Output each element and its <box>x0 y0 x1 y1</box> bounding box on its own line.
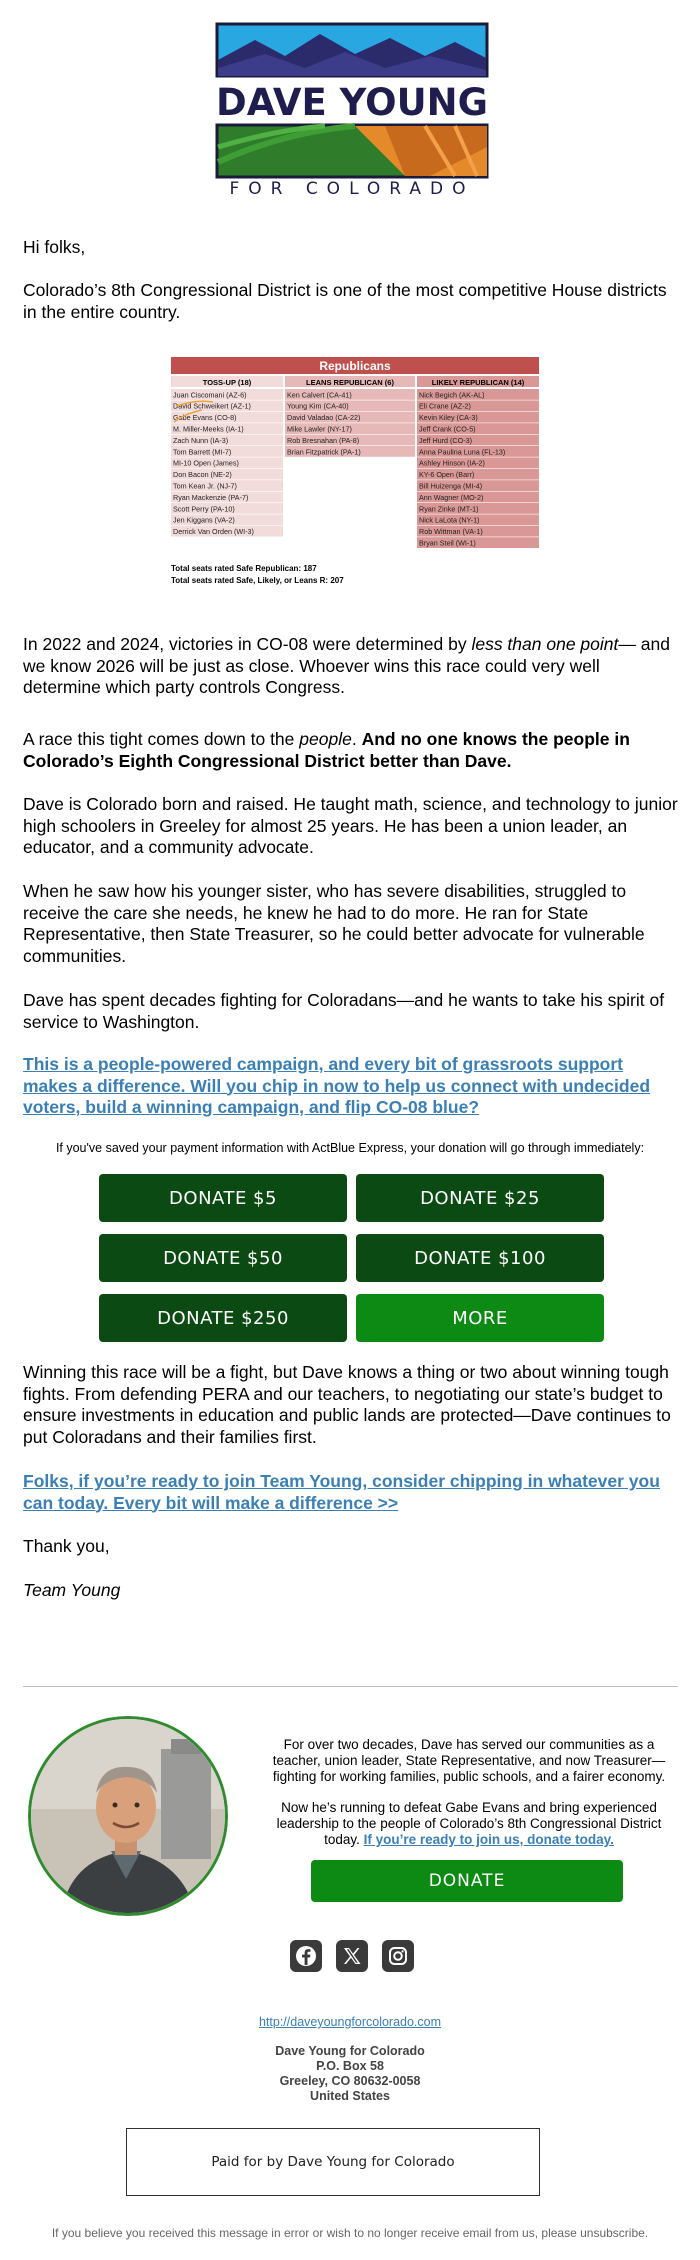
table-cell: Brian Fitzpatrick (PA-1) <box>287 447 361 457</box>
instagram-icon[interactable] <box>382 1940 414 1972</box>
table-cell: Anna Paulina Luna (FL-13) <box>419 447 506 457</box>
actblue-note: If you've saved your payment information with ActBlue Express, your donation will go through immediately: <box>55 1141 645 1155</box>
total-safe: Total seats rated Safe Republican: 187 <box>171 564 317 573</box>
paragraph-service: Dave has spent decades fighting for Coloradans—and he wants to take his spirit of service to Washington. <box>23 990 665 1032</box>
table-cell: Eli Crane (AZ-2) <box>419 401 471 411</box>
address-name: Dave Young for Colorado <box>275 2044 425 2058</box>
donate-5-button[interactable]: DONATE $5 <box>99 1174 347 1222</box>
tossup-column <box>171 389 283 537</box>
unsubscribe-text: If you believe you received this message in error or wish to no longer receive email from us, please unsubscribe. <box>51 2226 649 2240</box>
logo-subtitle: FOR COLORADO <box>229 179 475 194</box>
table-cell: Ryan Zinke (MT-1) <box>419 504 479 514</box>
total-likely: Total seats rated Safe, Likely, or Leans R: 207 <box>171 576 344 585</box>
table-cell: Don Bacon (NE-2) <box>173 470 232 480</box>
table-cell: Jeff Crank (CO-5) <box>419 424 476 434</box>
table-cell: Tom Kean Jr. (NJ-7) <box>173 481 237 491</box>
paragraph-bio: Dave is Colorado born and raised. He taught math, science, and technology to junior high schoolers in Greeley for almost 25 years. He has been a union leader, an educator, and a community advocate. <box>23 794 678 857</box>
table-cell: Kevin Kiley (CA-3) <box>419 413 478 423</box>
table-cell: Jeff Hurd (CO-3) <box>419 435 472 445</box>
table-cell: David Valadao (CA-22) <box>287 413 361 423</box>
donate-more-button[interactable]: MORE <box>356 1294 604 1342</box>
table-cell: Nick Begich (AK-AL) <box>419 390 485 400</box>
table-cell: Bill Huizenga (MI-4) <box>419 481 483 491</box>
x-twitter-icon[interactable] <box>336 1940 368 1972</box>
table-cell: Nick LaLota (NY-1) <box>419 515 480 525</box>
table-cell: Tom Barrett (MI-7) <box>173 447 232 457</box>
paragraph-close-race: In 2022 and 2024, victories in CO-08 were determined by less than one point— and we know 2026 will be just as close. Whoever wins this race could very well determine which party controls Congress. <box>23 634 670 697</box>
donate-25-button[interactable]: DONATE $25 <box>356 1174 604 1222</box>
likely-column <box>417 389 539 548</box>
intro-paragraph: Colorado’s 8th Congressional District is one of the most competitive House districts in the entire country. <box>23 280 667 322</box>
ratings-table-image <box>168 354 542 588</box>
paragraph-people: A race this tight comes down to the people. And no one knows the people in Colorado’s Eighth Congressional District better than Dave. <box>23 729 630 771</box>
table-cell: Young Kim (CA-40) <box>287 401 349 411</box>
logo-name: DAVE YOUNG <box>216 81 488 124</box>
thank-you: Thank you, <box>23 1536 110 1556</box>
donate-50-button[interactable]: DONATE $50 <box>99 1234 347 1282</box>
grassroots-donate-link[interactable]: This is a people-powered campaign, and every bit of grassroots support makes a difference. Will you chip in now to help us connect with undecided voters, build a winning campaign, and flip CO-08 blue? <box>23 1054 651 1117</box>
donate-250-button[interactable]: DONATE $250 <box>99 1294 347 1342</box>
campaign-logo <box>215 22 489 194</box>
address-city: Greeley, CO 80632-0058 <box>279 2074 421 2088</box>
table-cell: MI-10 Open (James) <box>173 458 239 468</box>
table-cell: Juan Ciscomani (AZ-6) <box>173 390 247 400</box>
candidate-photo <box>28 1716 228 1916</box>
table-cell: M. Miller-Meeks (IA-1) <box>173 424 244 434</box>
paragraph-fight: Winning this race will be a fight, but Dave knows a thing or two about winning tough fights. From defending PERA and our teachers, to negotiating our state’s budget to ensure investments in education and public lands are protected—Dave continues to put Coloradans and their families first. <box>23 1362 671 1447</box>
table-cell: Derrick Van Orden (WI-3) <box>173 527 254 537</box>
facebook-icon[interactable] <box>290 1940 322 1972</box>
website-link[interactable]: http://daveyoungforcolorado.com <box>258 2015 442 2029</box>
footer-bio: For over two decades, Dave has served our communities as a teacher, union leader, State Representative, and now Treasurer—fighting for working families, public schools, and a fairer economy. <box>272 1737 666 1784</box>
paragraph-sister: When he saw how his younger sister, who has severe disabilities, struggled to receive the care she needs, he knew he had to do more. He ran for State Representative, then State Treasurer, so he could better advocate for vulnerable communities. <box>23 881 645 966</box>
col-header-leans: LEANS REPUBLICAN (6) <box>306 378 394 387</box>
address-pobox: P.O. Box 58 <box>316 2059 384 2073</box>
join-team-link[interactable]: Folks, if you’re ready to join Team Young, consider chipping in whatever you can today. Every bit will make a difference >> <box>23 1471 660 1513</box>
paid-for-disclaimer: Paid for by Dave Young for Colorado <box>126 2128 540 2196</box>
col-header-tossup: TOSS-UP (18) <box>202 378 252 387</box>
greeting: Hi folks, <box>23 237 86 257</box>
table-cell: Jen Kiggans (VA-2) <box>173 515 235 525</box>
table-cell: Bryan Steil (WI-1) <box>419 538 476 548</box>
footer-donate-button[interactable]: DONATE <box>311 1860 623 1902</box>
table-cell: Ashley Hinson (IA-2) <box>419 458 485 468</box>
table-title: Republicans <box>319 359 391 373</box>
table-cell: Ryan Mackenzie (PA-7) <box>173 492 249 502</box>
donate-100-button[interactable]: DONATE $100 <box>356 1234 604 1282</box>
table-cell: Gabe Evans (CO-8) <box>173 413 237 423</box>
leans-column <box>285 389 415 457</box>
address-country: United States <box>310 2089 390 2103</box>
table-cell: KY-6 Open (Barr) <box>419 470 475 480</box>
table-cell: Rob Bresnahan (PA-8) <box>287 435 360 445</box>
table-cell: Ann Wagner (MO-2) <box>419 492 484 502</box>
footer-donate-link[interactable]: If you’re ready to join us, donate today. <box>363 1832 614 1847</box>
signature: Team Young <box>23 1580 121 1600</box>
footer-run: Now he’s running to defeat Gabe Evans and bring experienced leadership to the people of Colorado’s 8th Congressional District today. If you’re ready to join us, donate today. <box>276 1800 662 1847</box>
table-cell: Rob Wittman (VA-1) <box>419 527 483 537</box>
table-cell: Mike Lawler (NY-17) <box>287 424 352 434</box>
col-header-likely: LIKELY REPUBLICAN (14) <box>431 378 525 387</box>
table-cell: Scott Perry (PA-10) <box>173 504 235 514</box>
table-cell: Zach Nunn (IA-3) <box>173 435 229 445</box>
divider <box>23 1686 678 1687</box>
table-cell: Ken Calvert (CA-41) <box>287 390 352 400</box>
table-cell: David Schweikert (AZ-1) <box>173 401 251 411</box>
